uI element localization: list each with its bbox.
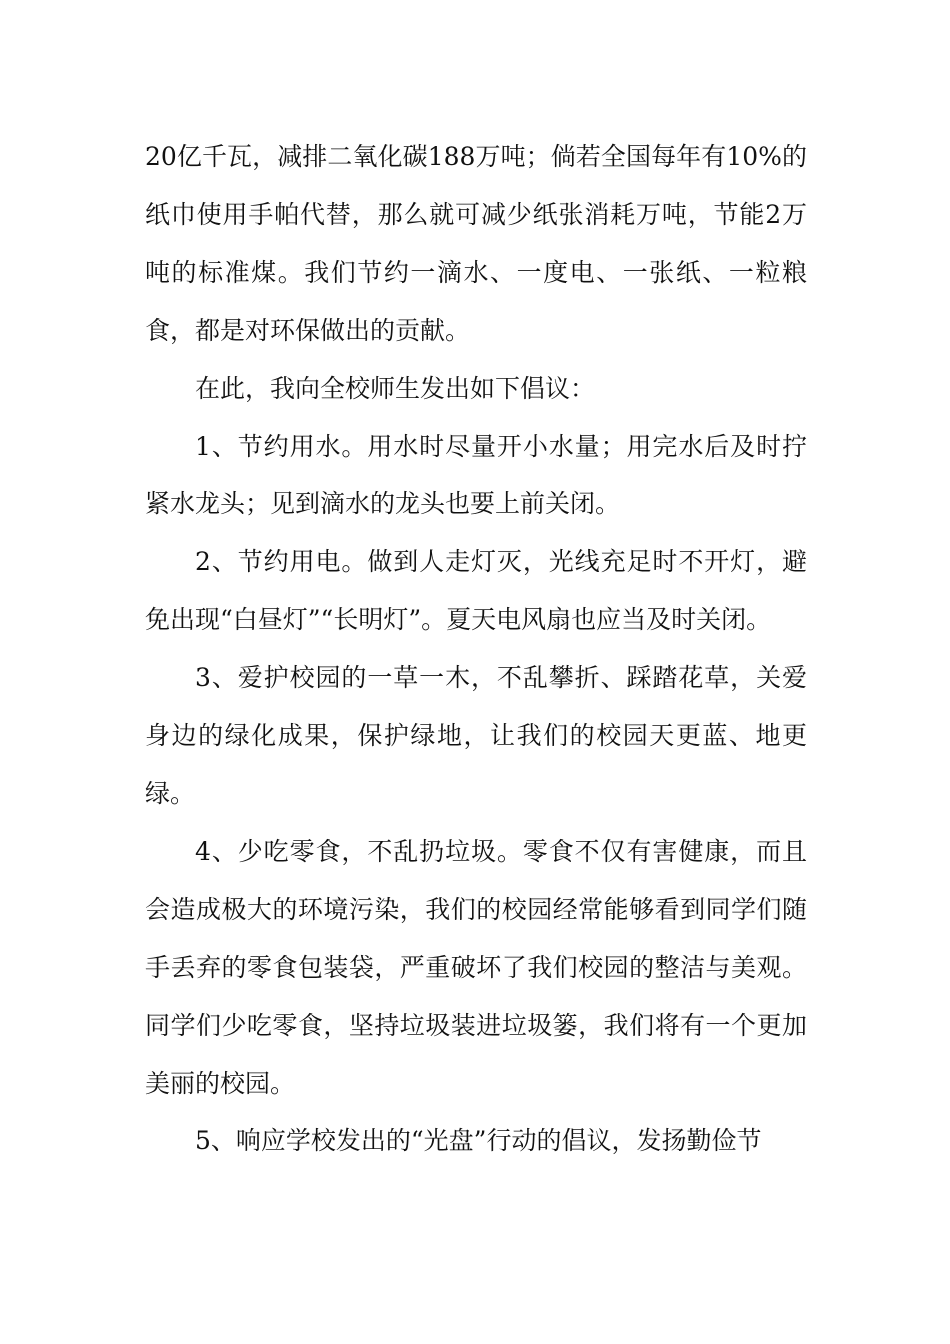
paragraph-item-2: 2、节约用电。做到人走灯灭，光线充足时不开灯，避免出现“白昼灯”“长明灯”。夏天电风扇也应当及时关闭。: [145, 547, 807, 635]
paragraph-continuation: 20亿千瓦，减排二氧化碳188万吨；倘若全国每年有10%的纸巾使用手帕代替，那么就可减少纸张消耗万吨，节能2万吨的标准煤。我们节约一滴水、一度电、一张纸、一粒粮食，都是对环保做出的贡献。: [145, 142, 807, 345]
paragraph-item-3: 3、爱护校园的一草一木，不乱攀折、踩踏花草，关爱身边的绿化成果，保护绿地，让我们的校园天更蓝、地更绿。: [145, 663, 807, 808]
paragraph-item-4: 4、少吃零食，不乱扔垃圾。零食不仅有害健康，而且会造成极大的环境污染，我们的校园经常能够看到同学们随手丢弃的零食包装袋，严重破坏了我们校园的整洁与美观。同学们少吃零食，坚持垃圾装进垃圾篓，我们将有一个更加美丽的校园。: [145, 836, 807, 1098]
paragraph-intro: 在此，我向全校师生发出如下倡议：: [195, 373, 596, 403]
paragraph-item-5: 5、响应学校发出的“光盘”行动的倡议，发扬勤俭节: [195, 1126, 762, 1156]
document-body: [145, 128, 807, 1170]
paragraph-item-1: 1、节约用水。用水时尽量开小水量；用完水后及时拧紧水龙头；见到滴水的龙头也要上前关闭。: [145, 431, 807, 519]
